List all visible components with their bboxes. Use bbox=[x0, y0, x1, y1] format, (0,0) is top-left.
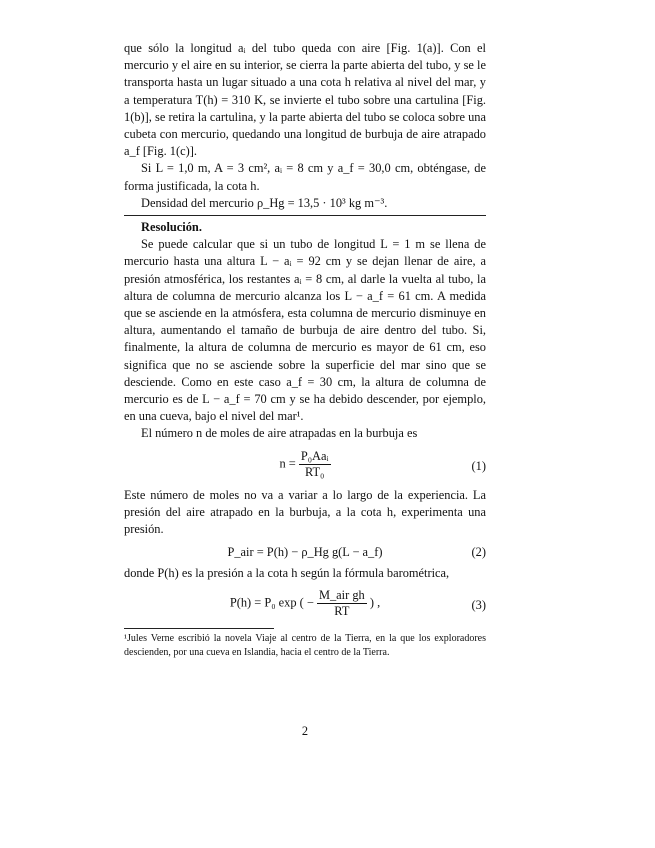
equation-1-lhs: n = bbox=[279, 456, 296, 471]
footnote-rule bbox=[124, 628, 274, 629]
equation-2 bbox=[124, 541, 486, 565]
equation-3-lhs: P(h) = P₀ exp ( − bbox=[229, 595, 314, 610]
section-heading-resolucion: Resolución. bbox=[141, 220, 202, 235]
equation-3-denominator: RT bbox=[334, 604, 350, 619]
footnote: ¹Jules Verne escribió la novela Viaje al centro de la Tierra, en la que los exploradores descienden, por una cueva en Islandia, hacia el centro de la Tierra. bbox=[124, 633, 486, 659]
equation-3-label: (3) bbox=[471, 598, 486, 613]
paragraph-constant-moles: Este número de moles no va a variar a lo largo de la experiencia. La presión del aire atrapado en la burbuja, a la cota h, experimenta una presión. bbox=[124, 487, 486, 537]
paragraph-resolution-intro: Se puede calcular que si un tubo de longitud L = 1 m se llena de mercurio hasta una altura L − aᵢ = 92 cm y se dejan llenar de aire, a presión atmosférica, los restantes aᵢ = 8 cm, al darle la vuelta al tubo, la altura de columna de mercurio alcanza los L − a_f = 61 cm. A medida que se asciende en la atmósfera, esta columna de mercurio disminuye en altura, aumentando el tamaño de burbuja de aire dentro del tubo. Si, finalmente, la altura de columna de mercurio es mayor de 61 cm, eso significa que no se asciende sobre la superficie del mar sino que se desciende. Como en este caso a_f = 30 cm, la altura de columna de mercurio es de L − a_f = 70 cm y se ha debido descender, por ejemplo, en una cueva, bajo el nivel del mar¹. bbox=[124, 237, 486, 424]
equation-3-numerator: M_air gh bbox=[318, 588, 365, 603]
equation-1-fraction bbox=[299, 449, 331, 480]
page-number: 2 bbox=[301, 724, 309, 738]
paragraph-problem-continuation: que sólo la longitud aᵢ del tubo queda con aire [Fig. 1(a)]. Con el mercurio y el aire en su interior, se cierra la parte abierta del tubo, y se le transporta hasta un lugar situado a una cota h relativa al nivel del mar, y a temperatura T(h) = 310 K, se invierte el tubo sobre una cartulina [Fig. 1(b)], se retira la cartulina, y la parte abierta del tubo se coloca sobre una cubeta con mercurio, quedando una longitud de burbuja de aire atrapado a_f [Fig. 1(c)]. bbox=[124, 41, 486, 159]
equation-1-label: (1) bbox=[471, 458, 486, 473]
page-content bbox=[124, 40, 486, 738]
equation-1 bbox=[124, 449, 486, 487]
paragraph-moles-intro: El número n de moles de aire atrapadas en la burbuja es bbox=[141, 426, 418, 441]
equation-3-fraction bbox=[317, 588, 367, 619]
equation-2-label: (2) bbox=[471, 545, 486, 560]
equation-1-denominator: RT₀ bbox=[304, 464, 325, 479]
paragraph-mercury-density: Densidad del mercurio ρ_Hg = 13,5 · 10³ kg m⁻³. bbox=[141, 195, 388, 210]
equation-3-rhs: ) , bbox=[369, 595, 381, 610]
equation-3 bbox=[124, 588, 486, 626]
paragraph-barometric-intro: donde P(h) es la presión a la cota h según la fórmula barométrica, bbox=[124, 566, 450, 581]
equation-2-expression: P_air = P(h) − ρ_Hg g(L − a_f) bbox=[227, 545, 383, 560]
paragraph-given-values: Si L = 1,0 m, A = 3 cm², aᵢ = 8 cm y a_f = 30,0 cm, obténgase, de forma justificada, la cota h. bbox=[124, 161, 486, 193]
section-divider bbox=[124, 215, 486, 216]
equation-1-numerator: P₀Aaᵢ bbox=[300, 448, 329, 463]
